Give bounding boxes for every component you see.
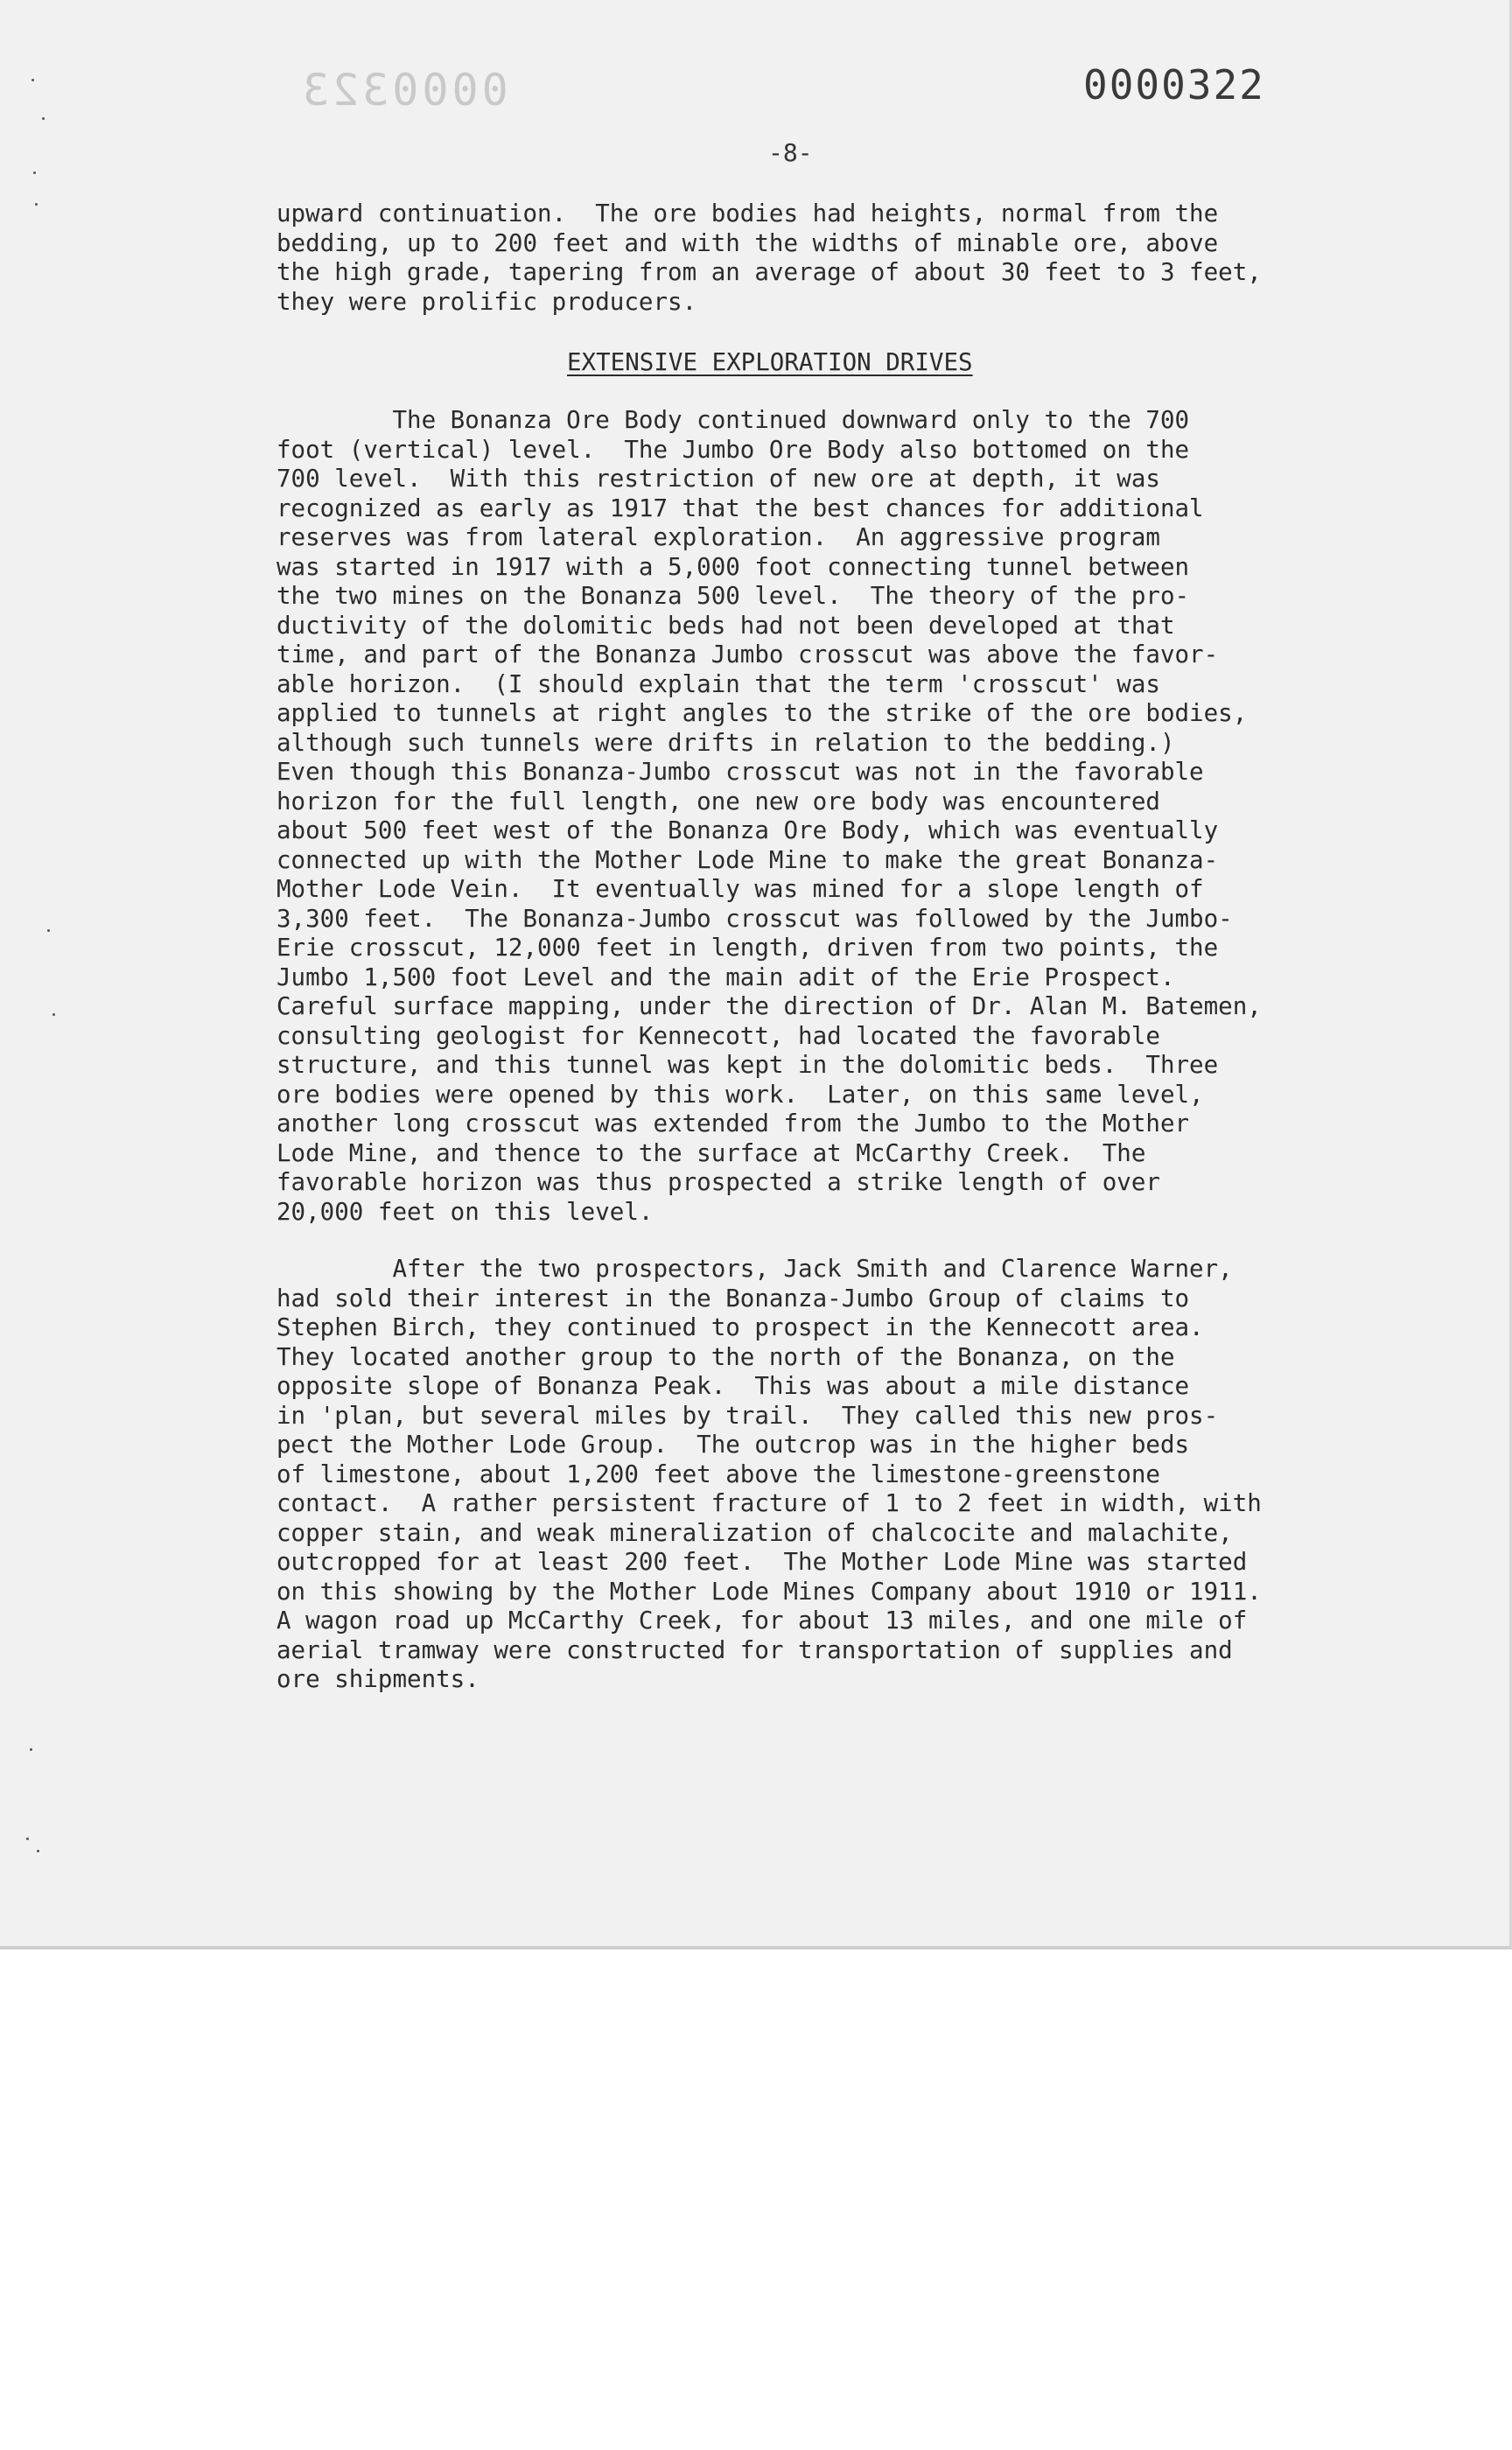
section-heading: EXTENSIVE EXPLORATION DRIVES [567,348,973,376]
scan-speck [26,1838,29,1840]
paragraph-exploration: The Bonanza Ore Body continued downward only to the 700 foot (vertical) level. The Jumbo Ore Body also bottomed on the 700 level. With this restriction of new ore at depth, it was recognized as early as 1917 that the best chances for additional reserves was from lateral exploration. An aggressive program was started in 1917 with a 5,000 foot connecting tunnel between the two mines on the Bonanza 500 level. The theory of the pro- ductivity of the dolomitic beds had not been developed at that time, and part of the Bonanza Jumbo crosscut was above the favor- able horizon. (I should explain that the term 'crosscut' was applied to tunnels at right angles to the strike of the ore bodies, although such tunnels were drifts in relation to the bedding.) Even though this Bonanza-Jumbo crosscut was not in the favorable horizon for the full length, one new ore body was encountered about 500 feet west of the Bonanza Ore Body, which was eventually connected up with the Mother Lode Mine to make the great Bonanza- Mother Lode Vein. It eventually was mined for a slope length of 3,300 feet. The Bonanza-Jumbo crosscut was followed by the Jumbo- Erie crosscut, 12,000 feet in length, driven from two points, the Jumbo 1,500 foot Level and the main adit of the Erie Prospect. Careful surface mapping, under the direction of Dr. Alan M. Batemen, consulting geologist for Kennecott, had located the favorable structure, and this tunnel was kept in the dolomitic beds. Three ore bodies were opened by this work. Later, on this same level, another long crosscut was extended from the Jumbo to the Mother Lode Mine, and thence to the surface at McCarthy Creek. The favorable horizon was thus prospected a strike length of over 20,000 feet on this level. [276,406,1262,1226]
scan-speck [42,117,45,120]
intro-paragraph: upward continuation. The ore bodies had heights, normal from the bedding, up to 200 feet and with the widths of minable ore, above the high grade, tapering from an average of about 30 feet to 3 feet, they were prolific producers. [276,200,1262,316]
scan-speck [33,172,36,174]
paragraph-mother-lode: After the two prospectors, Jack Smith and Clarence Warner, had sold their interest in the Bonanza-Jumbo Group of claims to Stephen Birch, they continued to prospect in the Kennecott area. They located another group to the north of the Bonanza, on the opposite slope of Bonanza Peak. This was about a mile distance in 'plan, but several miles by trail. They called this new pros- pect the Mother Lode Group. The outcrop was in the higher beds of limestone, about 1,200 feet above the limestone-greenstone contact. A rather persistent fracture of 1 to 2 feet in width, with copper stain, and weak mineralization of chalcocite and malachite, outcropped for at least 200 feet. The Mother Lode Mine was started on this showing by the Mother Lode Mines Company about 1910 or 1911. A wagon road up McCarthy Creek, for about 13 miles, and one mile of aerial tramway were constructed for transportation of supplies and ore shipments. [276,1255,1262,1693]
scan-speck [35,203,38,206]
page-number: -8- [768,138,813,167]
document-number: 0000322 [1083,61,1265,108]
blank-page-margin [0,1950,1512,2450]
scan-speck [47,929,50,932]
scan-speck [37,1850,39,1852]
scan-speck [32,79,34,81]
bleed-through-number: 0000323 [299,65,508,116]
scan-speck [30,1748,32,1751]
scan-speck [52,1013,55,1016]
